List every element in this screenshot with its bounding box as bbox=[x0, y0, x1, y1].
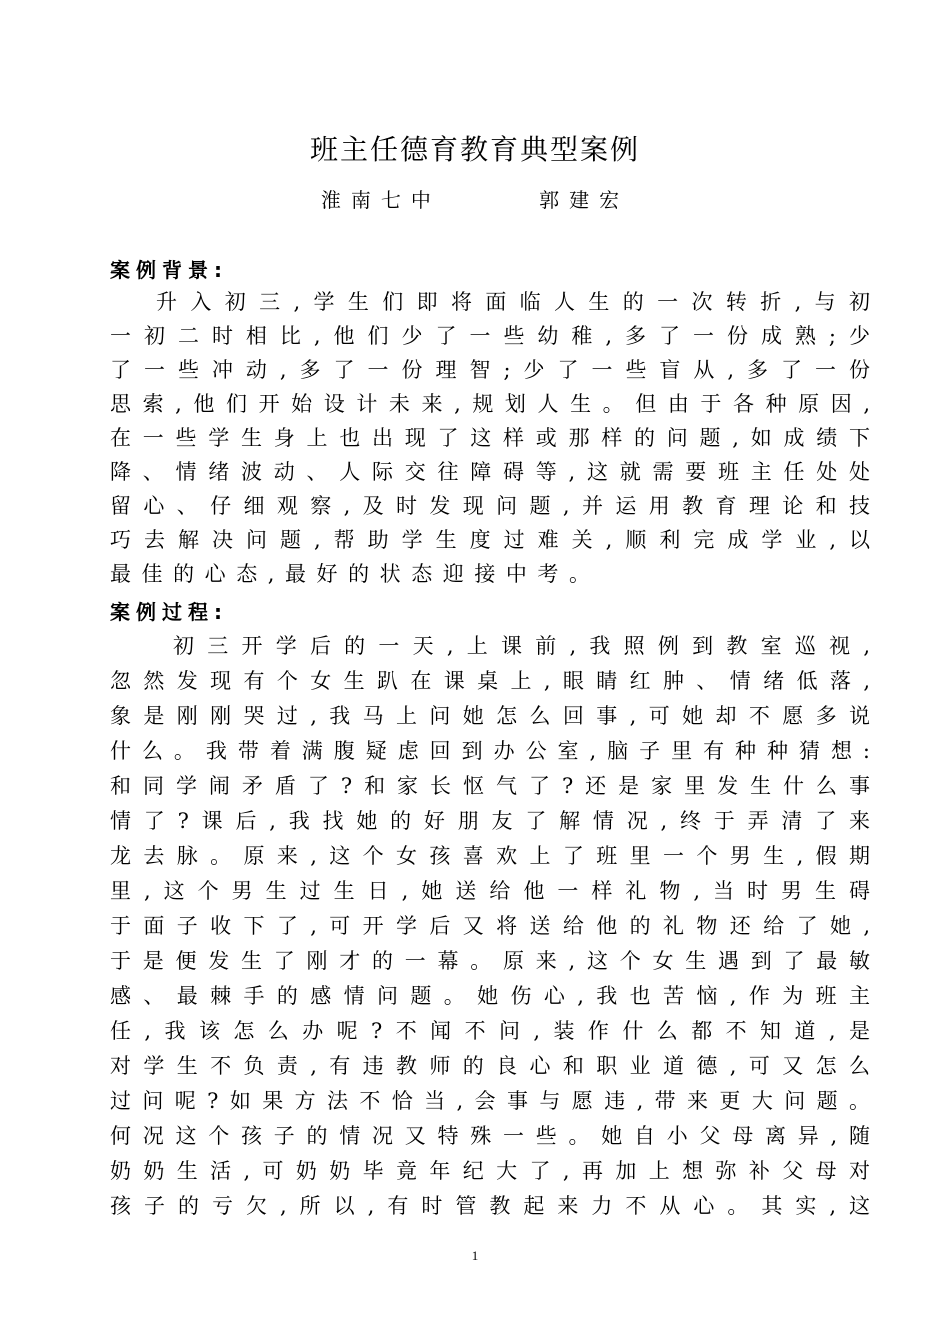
body-line: 对学生不负责,有违教师的良心和职业道德,可又怎么 bbox=[110, 1054, 870, 1078]
body-line: 在一些学生身上也出现了这样或那样的问题,如成绩下 bbox=[110, 426, 870, 450]
section-heading-background: 案例背景: bbox=[110, 258, 228, 282]
body-line: 象是刚刚哭过,我马上问她怎么回事,可她却不愿多说 bbox=[110, 704, 870, 728]
body-line: 一初二时相比,他们少了一些幼稚,多了一份成熟;少 bbox=[110, 324, 870, 348]
body-line: 感、最棘手的感情问题。她伤心,我也苦恼,作为班主 bbox=[110, 984, 870, 1008]
body-line: 留心、仔细观察,及时发现问题,并运用教育理论和技 bbox=[110, 494, 870, 518]
body-line: 何况这个孩子的情况又特殊一些。她自小父母离异,随 bbox=[110, 1124, 870, 1148]
body-line: 龙去脉。原来,这个女孩喜欢上了班里一个男生,假期 bbox=[110, 844, 870, 868]
body-line: 于是便发生了刚才的一幕。原来,这个女生遇到了最敏 bbox=[110, 949, 870, 973]
body-line: 过问呢?如果方法不恰当,会事与愿违,带来更大问题。 bbox=[110, 1089, 870, 1113]
body-line: 孩子的亏欠,所以,有时管教起来力不从心。其实,这 bbox=[110, 1194, 870, 1218]
body-line: 奶奶生活,可奶奶毕竟年纪大了,再加上想弥补父母对 bbox=[110, 1159, 870, 1183]
body-line: 降、情绪波动、人际交往障碍等,这就需要班主任处处 bbox=[110, 460, 870, 484]
body-line: 巧去解决问题,帮助学生度过难关,顺利完成学业,以 bbox=[110, 528, 870, 552]
body-line: 最佳的心态,最好的状态迎接中考。 bbox=[110, 562, 590, 586]
body-line: 了一些冲动,多了一份理智;少了一些盲从,多了一份 bbox=[110, 358, 870, 382]
author-line: 淮南七中 郭建宏 bbox=[320, 188, 630, 212]
body-line: 于面子收下了,可开学后又将送给他的礼物还给了她, bbox=[110, 914, 870, 938]
body-line: 初三开学后的一天,上课前,我照例到教室巡视, bbox=[173, 634, 870, 658]
document-title: 班主任德育教育典型案例 bbox=[309, 133, 640, 166]
body-line: 升入初三,学生们即将面临人生的一次转折,与初 bbox=[156, 290, 870, 314]
body-line: 情了?课后,我找她的好朋友了解情况,终于弄清了来 bbox=[110, 809, 870, 833]
body-line: 任,我该怎么办呢?不闻不问,装作什么都不知道,是 bbox=[110, 1019, 870, 1043]
body-line: 忽然发现有个女生趴在课桌上,眼睛红肿、情绪低落, bbox=[110, 669, 870, 693]
page-number: 1 bbox=[471, 1248, 479, 1263]
body-line: 和同学闹矛盾了?和家长怄气了?还是家里发生什么事 bbox=[110, 774, 870, 798]
body-line: 什么。我带着满腹疑虑回到办公室,脑子里有种种猜想: bbox=[110, 739, 870, 763]
section-heading-process: 案例过程: bbox=[110, 600, 228, 624]
body-line: 里,这个男生过生日,她送给他一样礼物,当时男生碍 bbox=[110, 879, 870, 903]
body-line: 思索,他们开始设计未来,规划人生。但由于各种原因, bbox=[110, 392, 870, 416]
